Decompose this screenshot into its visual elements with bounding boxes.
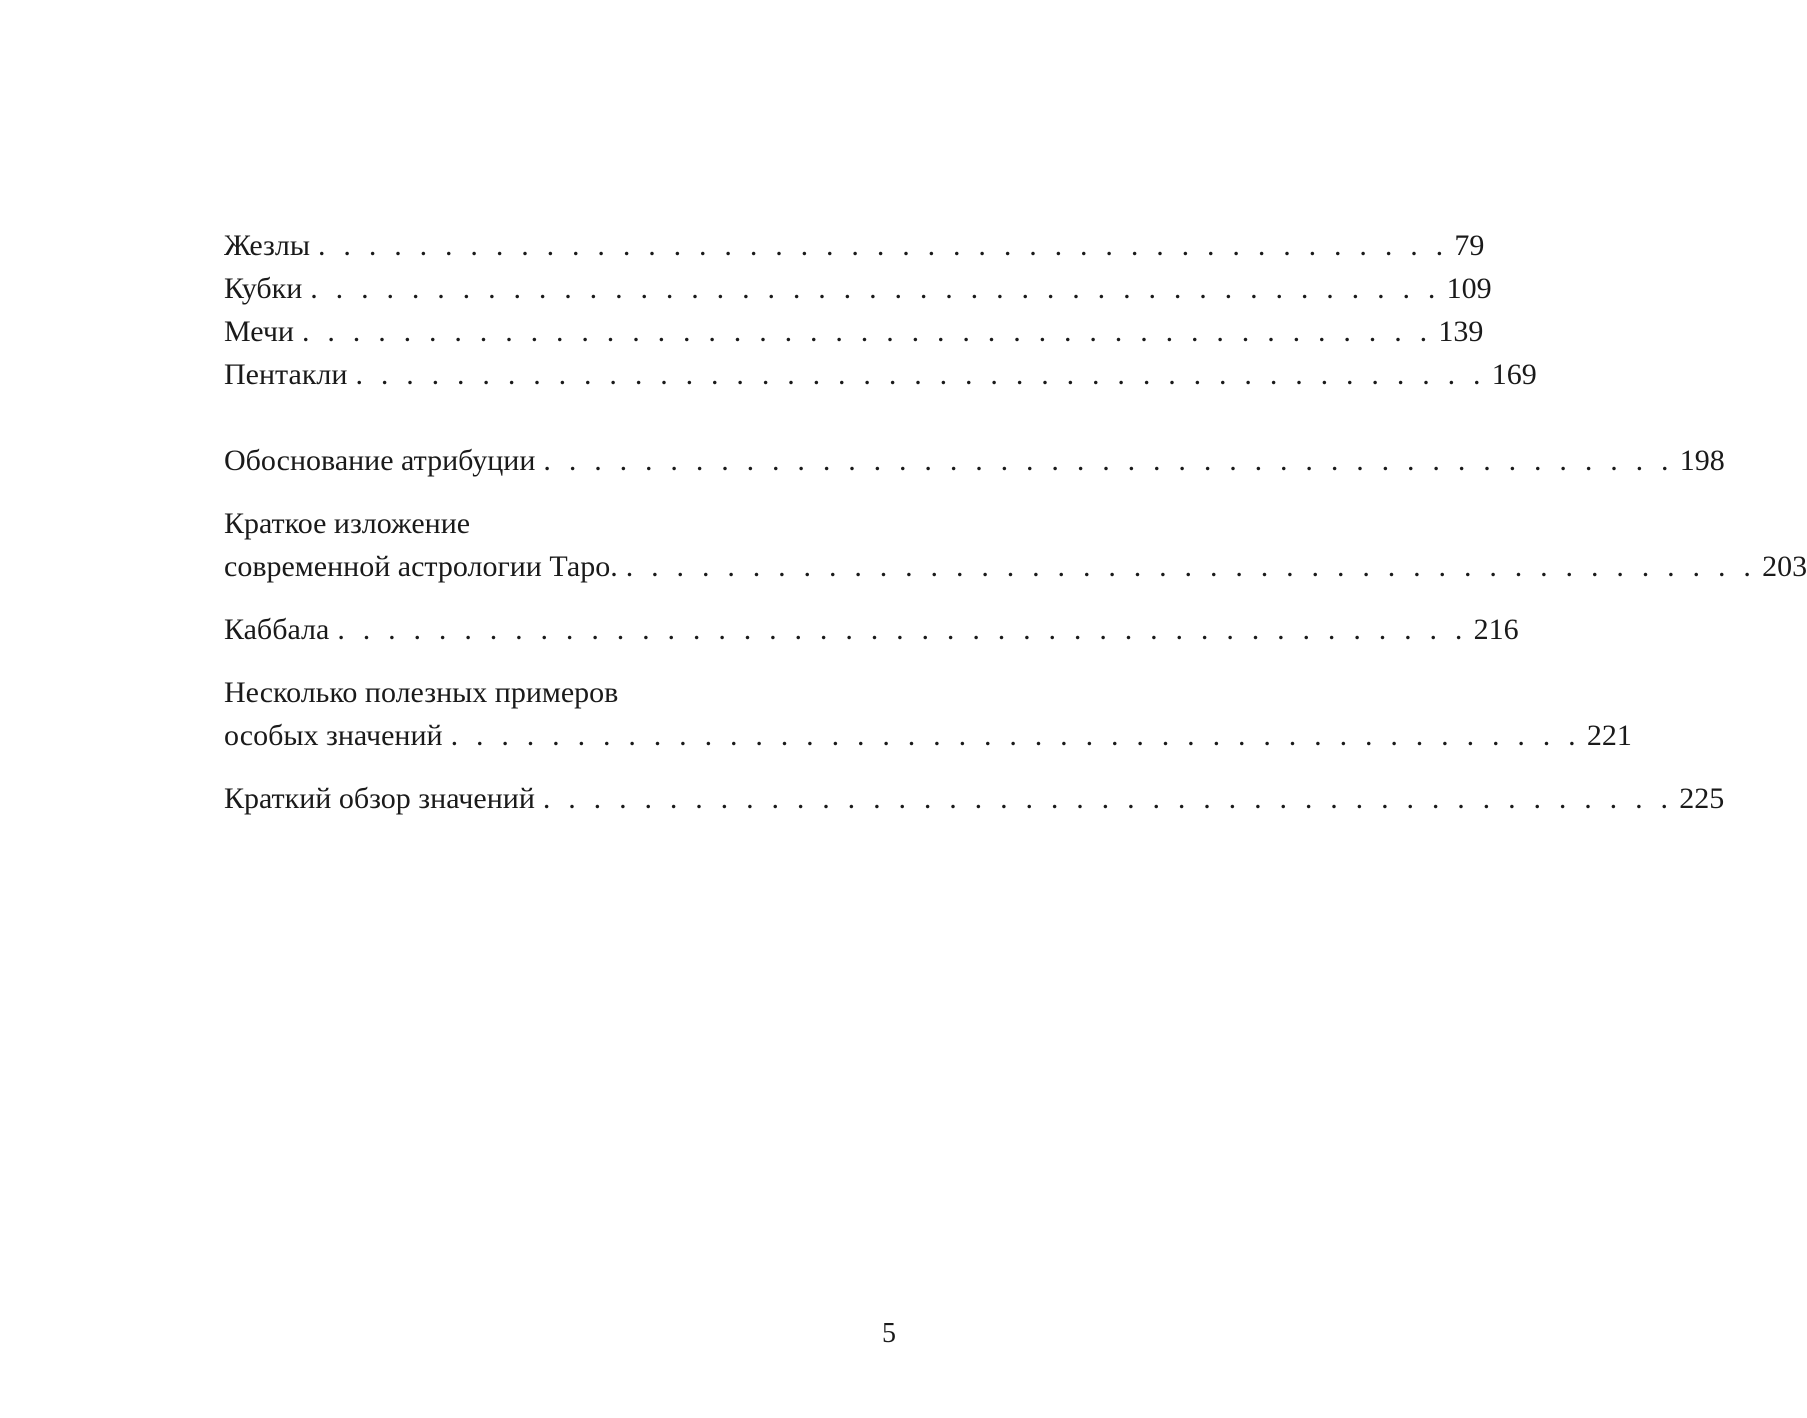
toc-entry-examples[interactable]: [224, 714, 1632, 757]
toc-entry-title: современной астрологии Таро.: [224, 550, 618, 583]
dot-leader: . . . . . . . . . . . . . . . . . . . . . . . . . . . . . . . . . . . . . . . . . . . . .: [542, 782, 1674, 815]
toc-entry-page: 216: [1473, 613, 1519, 646]
toc-entry-wands[interactable]: [224, 224, 1485, 267]
toc-entry-title: особых значений: [224, 719, 443, 752]
toc-entry-title: Жезлы: [224, 229, 311, 262]
toc-entry-page: 221: [1586, 719, 1632, 752]
toc-entry-page: 203: [1762, 550, 1807, 583]
toc-entry-astrology-line1[interactable]: [224, 502, 776, 545]
toc-entry-cups[interactable]: [224, 267, 1492, 310]
toc-entry-swords[interactable]: [224, 310, 1484, 353]
page-number: 5: [882, 1318, 896, 1349]
dot-leader: . . . . . . . . . . . . . . . . . . . . . . . . . . . . . . . . . . . . . . . . . . . . .: [337, 613, 1468, 646]
dot-leader: . . . . . . . . . . . . . . . . . . . . . . . . . . . . . . . . . . . . . . . . . . . . .: [355, 358, 1486, 391]
toc-entry-page: 79: [1454, 229, 1485, 262]
toc-entry-title: Каббала: [224, 613, 330, 646]
toc-entry-page: 169: [1491, 358, 1537, 391]
toc-entry-title: Обоснование атрибуции: [224, 444, 536, 477]
toc-entry-title: Пентакли: [224, 358, 348, 391]
dot-leader: . . . . . . . . . . . . . . . . . . . . . . . . . . . . . . . . . . . . . . . . . . . . .: [318, 229, 1449, 262]
toc-entry-page: 139: [1438, 315, 1484, 348]
toc-entry-attribution[interactable]: [224, 439, 1725, 482]
toc-entry-page: 198: [1679, 444, 1725, 477]
toc-entry-page: 109: [1446, 272, 1492, 305]
dot-leader: . . . . . . . . . . . . . . . . . . . . . . . . . . . . . . . . . . . . . . . . . . . . .: [302, 315, 1433, 348]
toc-entry-astrology[interactable]: [224, 545, 1807, 588]
toc-entry-title: Мечи: [224, 315, 294, 348]
toc-entry-title: Краткое изложение: [224, 507, 471, 540]
toc-entry-title: Краткий обзор значений: [224, 782, 535, 815]
toc-entry-pentacles[interactable]: [224, 353, 1537, 396]
dot-leader: . . . . . . . . . . . . . . . . . . . . . . . . . . . . . . . . . . . . . . . . . . . . .: [625, 550, 1757, 583]
toc-entry-title: Несколько полезных примеров: [224, 676, 619, 709]
table-of-contents: [224, 224, 1807, 820]
toc-entry-title: Кубки: [224, 272, 303, 305]
toc-entry-kabbalah[interactable]: [224, 608, 1519, 651]
dot-leader: . . . . . . . . . . . . . . . . . . . . . . . . . . . . . . . . . . . . . . . . . . . . .: [450, 719, 1581, 752]
dot-leader: . . . . . . . . . . . . . . . . . . . . . . . . . . . . . . . . . . . . . . . . . . . . .: [543, 444, 1674, 477]
toc-entry-examples-line1[interactable]: [224, 671, 776, 714]
dot-leader: . . . . . . . . . . . . . . . . . . . . . . . . . . . . . . . . . . . . . . . . . . . . .: [310, 272, 1441, 305]
toc-entry-overview[interactable]: [224, 777, 1725, 820]
toc-entry-page: 225: [1679, 782, 1725, 815]
